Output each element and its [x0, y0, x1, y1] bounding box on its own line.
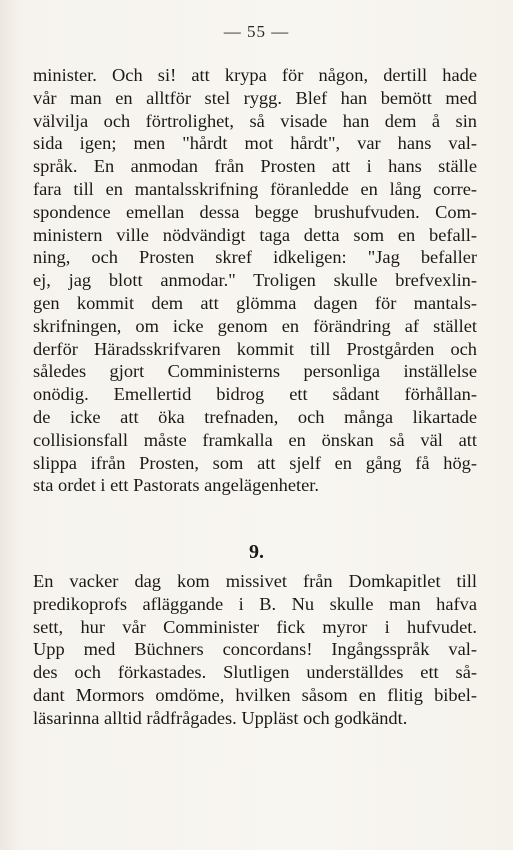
text-line: ning, och Prosten skref idkeligen: "Jag befaller: [33, 247, 477, 268]
text-line: minister. Och si! att krypa för någon, dertill hade: [33, 65, 477, 85]
text-line: läsarinna alltid rådfrågades. Uppläst och godkändt.: [33, 707, 408, 728]
text-line: slippa ifrån Prosten, som att sjelf en gång få hög-: [33, 452, 477, 473]
page-number: — 55 —: [223, 22, 290, 41]
text-line: Upp med Büchners concordans! Ingångsspråk val-: [33, 639, 477, 660]
text-line: sta ordet i ett Pastorats angelägenheter.: [33, 475, 319, 496]
text-line: ministern ville nödvändigt taga detta som en befall-: [33, 224, 477, 245]
text-line: collisionsfall måste framkalla en önskan så väl att: [33, 429, 477, 450]
text-line: dant Mormors omdöme, hvilken såsom en flitig bibel-: [33, 684, 477, 705]
text-line: fara till en mantalsskrifning föranledde en lång corre-: [33, 178, 477, 199]
text-line: sett, hur vår Comminister fick myror i hufvudet.: [33, 616, 477, 637]
text-line: spondence emellan dessa begge brushufvuden. Com-: [33, 201, 477, 222]
text-line: derför Häradsskrifvaren kommit till Prostgården och: [33, 338, 477, 359]
text-line: vår man en alltför stel rygg. Blef han bemött med: [33, 87, 477, 108]
text-line: des och förkastades. Slutligen underställdes ett så-: [33, 662, 477, 683]
text-line: predikoprofs afläggande i B. Nu skulle man hafva: [33, 593, 477, 614]
text-line: välvilja och förtrolighet, så visade han dem å sin: [33, 110, 477, 131]
text-line: skrifningen, om icke genom en förändring af stället: [33, 315, 477, 336]
paragraph-2: [33, 570, 477, 730]
text-line: språk. En anmodan från Prosten att i hans ställe: [33, 156, 477, 177]
text-line: således gjort Comministerns personliga inställelse: [33, 361, 477, 382]
text-line: ej, jag blott anmodar." Troligen skulle brefvexlin-: [33, 270, 477, 291]
text-line: sida igen; men "hårdt mot hårdt", var hans val-: [33, 133, 477, 154]
text-line: onödig. Emellertid bidrog ett sådant förhållan-: [33, 384, 477, 405]
section-number: 9.: [249, 541, 264, 563]
text-line: de icke att öka trefnaden, och många likartade: [33, 406, 477, 427]
paragraph-1: [33, 64, 477, 497]
text-line: En vacker dag kom missivet från Domkapitlet till: [33, 571, 477, 591]
text-line: gen kommit dem att glömma dagen för mantals-: [33, 292, 477, 313]
